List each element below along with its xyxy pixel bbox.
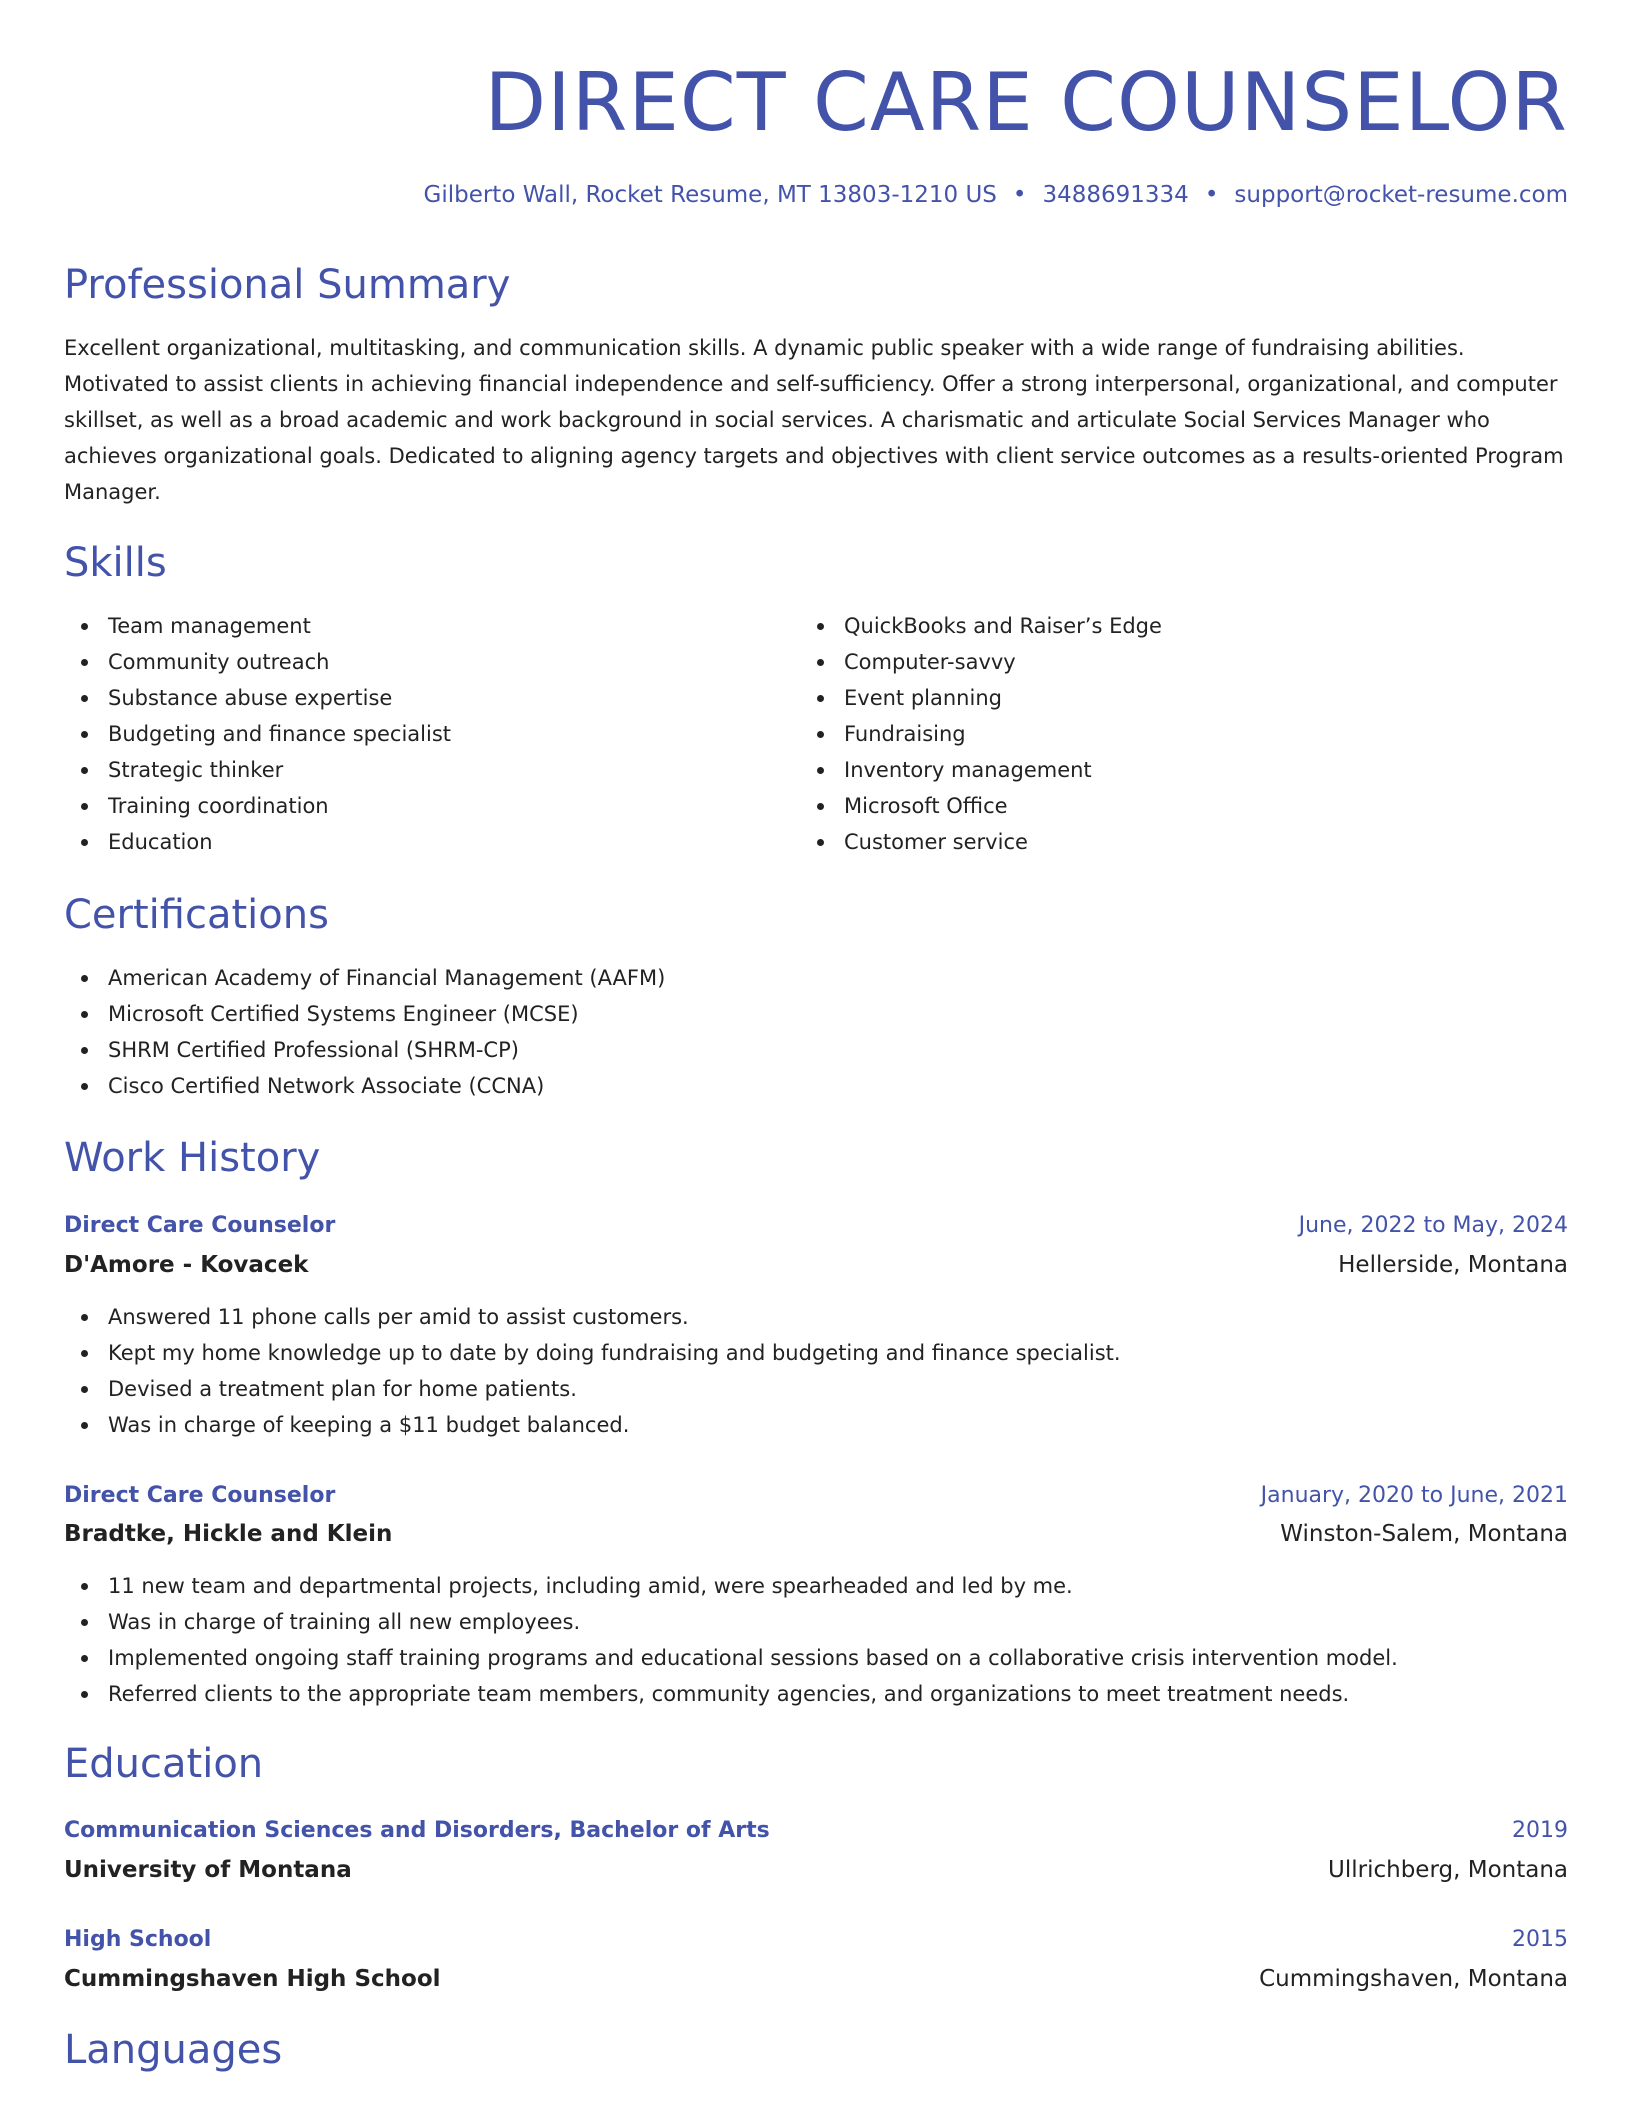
job-title: Direct Care Counselor [64, 1482, 336, 1508]
list-item: Was in charge of training all new employees. [64, 1604, 1398, 1640]
job-duties-list [64, 1299, 1121, 1443]
contact-phone: 3488691334 [1042, 182, 1189, 208]
list-item: Strategic thinker [64, 752, 451, 788]
list-item: Customer service [800, 824, 1162, 860]
list-item: Training coordination [64, 788, 451, 824]
list-item: 11 new team and departmental projects, including amid, were spearheaded and led by me. [64, 1568, 1398, 1604]
list-item: American Academy of Financial Management (AAFM) [64, 960, 665, 996]
list-item: Microsoft Certified Systems Engineer (MCSE) [64, 996, 665, 1032]
list-item: Kept my home knowledge up to date by doing fundraising and budgeting and finance specialist. [64, 1335, 1121, 1371]
graduation-year: 2015 [1512, 1926, 1568, 1952]
degree-name: High School [64, 1926, 212, 1952]
job-header [64, 1477, 1568, 1513]
list-item: QuickBooks and Raiser’s Edge [800, 608, 1162, 644]
list-item: Substance abuse expertise [64, 680, 451, 716]
graduation-year: 2019 [1512, 1817, 1568, 1843]
school-name: University of Montana [64, 1857, 352, 1883]
job-employer [64, 1516, 1568, 1552]
list-item: Microsoft Office [800, 788, 1162, 824]
list-item: SHRM Certified Professional (SHRM-CP) [64, 1032, 665, 1068]
job-employer [64, 1247, 1568, 1283]
contact-separator: • [1204, 182, 1219, 208]
job-dates: June, 2022 to May, 2024 [1298, 1212, 1568, 1238]
education-school [64, 1961, 1568, 1997]
company-name: Bradtke, Hickle and Klein [64, 1521, 393, 1547]
skills-list-left [64, 608, 451, 860]
job-location: Hellerside, Montana [1338, 1252, 1568, 1278]
section-heading-education: Education [64, 1741, 264, 1787]
job-dates: January, 2020 to June, 2021 [1260, 1482, 1568, 1508]
education-school [64, 1852, 1568, 1888]
list-item: Was in charge of keeping a $11 budget balanced. [64, 1407, 1121, 1443]
list-item: Referred clients to the appropriate team members, community agencies, and organizations to meet treatment needs. [64, 1676, 1398, 1712]
school-name: Cummingshaven High School [64, 1966, 441, 1992]
school-location: Ullrichberg, Montana [1328, 1857, 1568, 1883]
summary-text: Excellent organizational, multitasking, and communication skills. A dynamic public speaker with a wide range of fundraising abilities. Motivated to assist clients in achieving financial independence and self-sufficiency. Offer a strong interpersonal, organizational, and computer skillset, as well as a broad academic and work background in social services. A charismatic and articulate Social Services Manager who achieves organizational goals. Dedicated to aligning agency targets and objectives with client service outcomes as a results-oriented Program Manager. [64, 336, 1564, 504]
school-location: Cummingshaven, Montana [1259, 1966, 1568, 1992]
education-header [64, 1812, 1568, 1848]
degree-name: Communication Sciences and Disorders, Bachelor of Arts [64, 1817, 770, 1843]
job-title: Direct Care Counselor [64, 1212, 336, 1238]
list-item: Fundraising [800, 716, 1162, 752]
section-heading-summary: Professional Summary [64, 262, 511, 308]
list-item: Inventory management [800, 752, 1162, 788]
company-name: D'Amore - Kovacek [64, 1252, 309, 1278]
list-item: Team management [64, 608, 451, 644]
job-location: Winston-Salem, Montana [1280, 1521, 1568, 1547]
education-header [64, 1921, 1568, 1957]
section-heading-languages: Languages [64, 2027, 283, 2073]
list-item: Answered 11 phone calls per amid to assist customers. [64, 1299, 1121, 1335]
section-heading-work-history: Work History [64, 1135, 321, 1181]
contact-separator: • [1012, 182, 1027, 208]
list-item: Education [64, 824, 451, 860]
list-item: Devised a treatment plan for home patients. [64, 1371, 1121, 1407]
skills-list-right [800, 608, 1162, 860]
list-item: Budgeting and finance specialist [64, 716, 451, 752]
contact-line [424, 180, 1569, 210]
contact-email: support@rocket-resume.com [1234, 182, 1568, 208]
certifications-list [64, 960, 665, 1104]
list-item: Implemented ongoing staff training programs and educational sessions based on a collaborative crisis intervention model. [64, 1640, 1398, 1676]
section-heading-certifications: Certifications [64, 892, 329, 938]
section-heading-skills: Skills [64, 540, 167, 586]
job-header [64, 1207, 1568, 1243]
list-item: Event planning [800, 680, 1162, 716]
list-item: Cisco Certified Network Associate (CCNA) [64, 1068, 665, 1104]
list-item: Community outreach [64, 644, 451, 680]
job-duties-list [64, 1568, 1398, 1712]
list-item: Computer-savvy [800, 644, 1162, 680]
contact-address: Gilberto Wall, Rocket Resume, MT 13803-1210 US [423, 182, 997, 208]
resume-title: DIRECT CARE COUNSELOR [484, 56, 1568, 149]
